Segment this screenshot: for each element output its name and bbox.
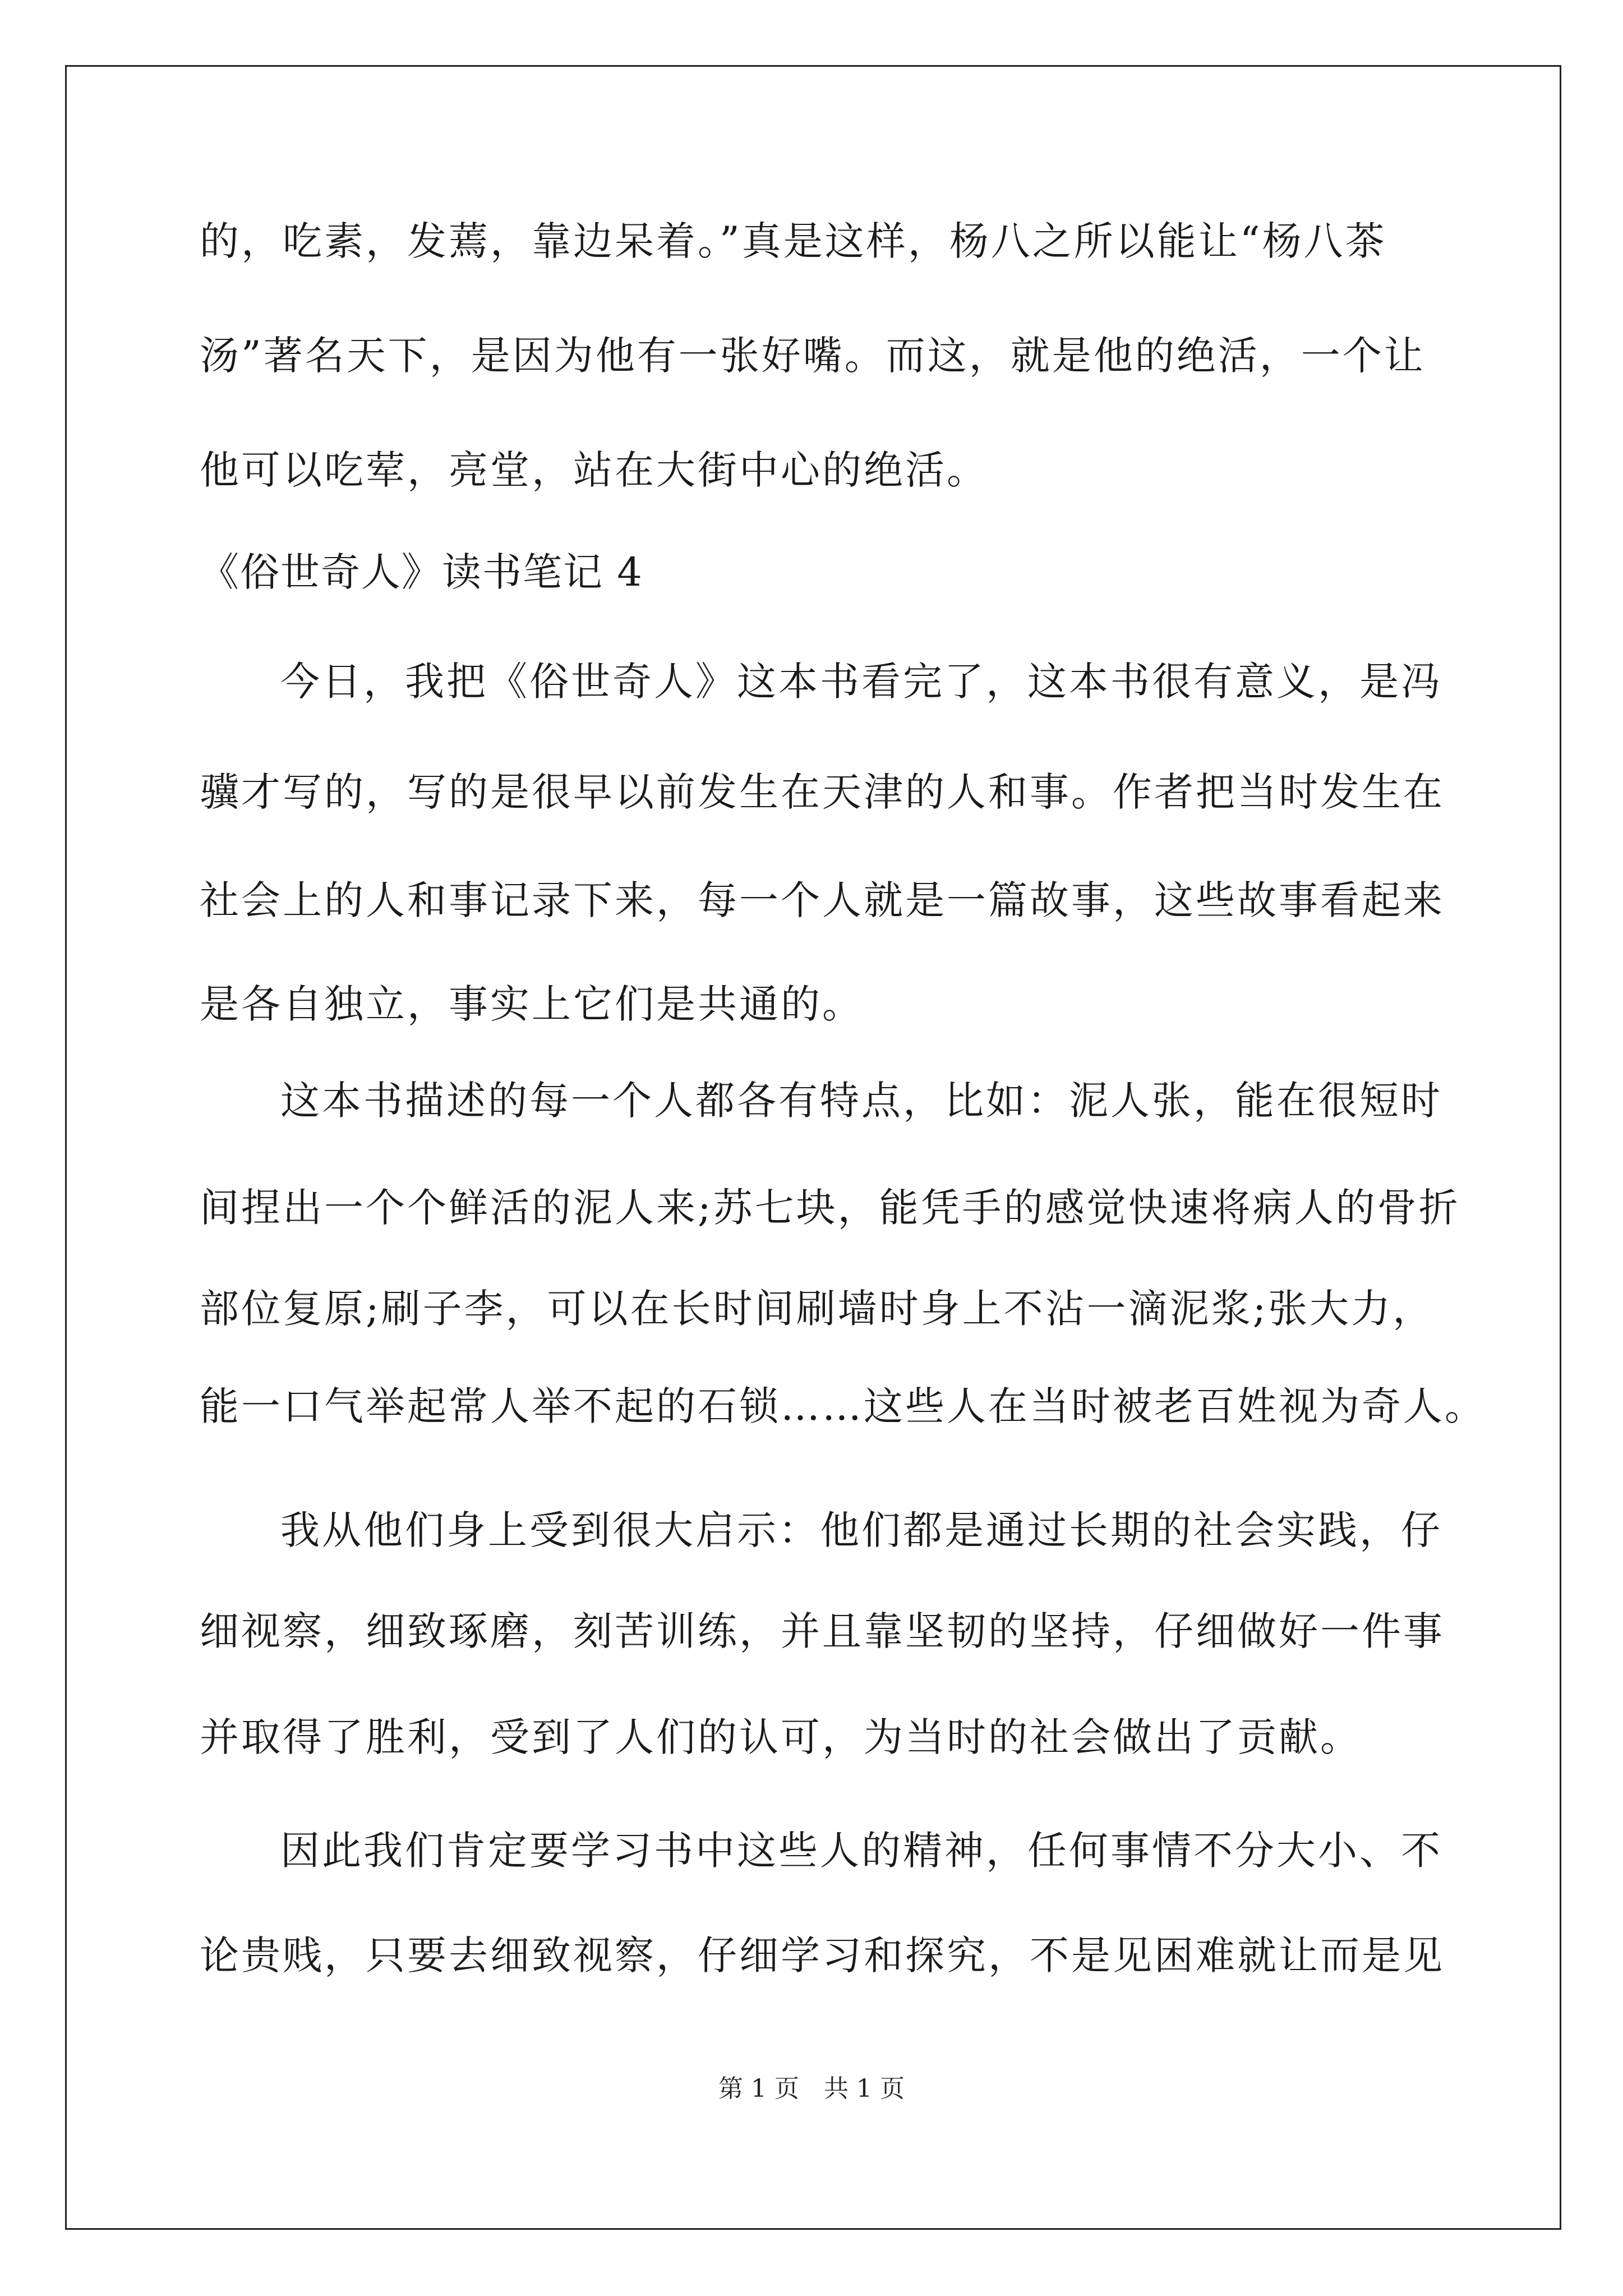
page-border (65, 65, 1561, 2230)
paragraph-first-line: 我从他们身上受到很大启示：他们都是通过长期的社会实践，仔 (280, 1507, 1442, 1553)
section-heading: 《俗世奇人》读书笔记 4 (200, 549, 643, 595)
body-line: 细视察，细致琢磨，刻苦训练，并且靠坚韧的坚持，仔细做好一件事 (200, 1608, 1445, 1654)
paragraph-first-line: 因此我们肯定要学习书中这些人的精神，任何事情不分大小、不 (280, 1828, 1442, 1874)
body-line: 是各自独立，事实上它们是共通的。 (200, 981, 864, 1027)
body-line: 能一口气举起常人举不起的石锁……这些人在当时被老百姓视为奇人。 (200, 1383, 1486, 1429)
body-line: 社会上的人和事记录下来，每一个人就是一篇故事，这些故事看起来 (200, 877, 1445, 923)
paragraph-first-line: 这本书描述的每一个人都各有特点，比如：泥人张，能在很短时 (280, 1078, 1442, 1124)
paragraph-first-line: 今日，我把《俗世奇人》这本书看完了，这本书很有意义，是冯 (280, 659, 1442, 705)
body-line: 的，吃素，发蔫，靠边呆着。”真是这样，杨八之所以能让“杨八茶 (200, 218, 1387, 264)
body-line: 部位复原;刷子李，可以在长时间刷墙时身上不沾一滴泥浆;张大力， (200, 1286, 1435, 1332)
body-line: 汤”著名天下，是因为他有一张好嘴。而这，就是他的绝活，一个让 (200, 333, 1426, 379)
body-line: 间捏出一个个鲜活的泥人来;苏七块，能凭手的感觉快速将病人的骨折 (200, 1185, 1460, 1231)
page-number-footer: 第 1 页 共 1 页 (718, 2074, 905, 2103)
body-line: 骥才写的，写的是很早以前发生在天津的人和事。作者把当时发生在 (200, 769, 1445, 815)
body-line: 并取得了胜利，受到了人们的认可，为当时的社会做出了贡献。 (200, 1714, 1362, 1760)
body-line: 论贵贱，只要去细致视察，仔细学习和探究，不是见困难就让而是见 (200, 1932, 1445, 1978)
body-line: 他可以吃荤，亮堂，站在大街中心的绝活。 (200, 447, 988, 493)
